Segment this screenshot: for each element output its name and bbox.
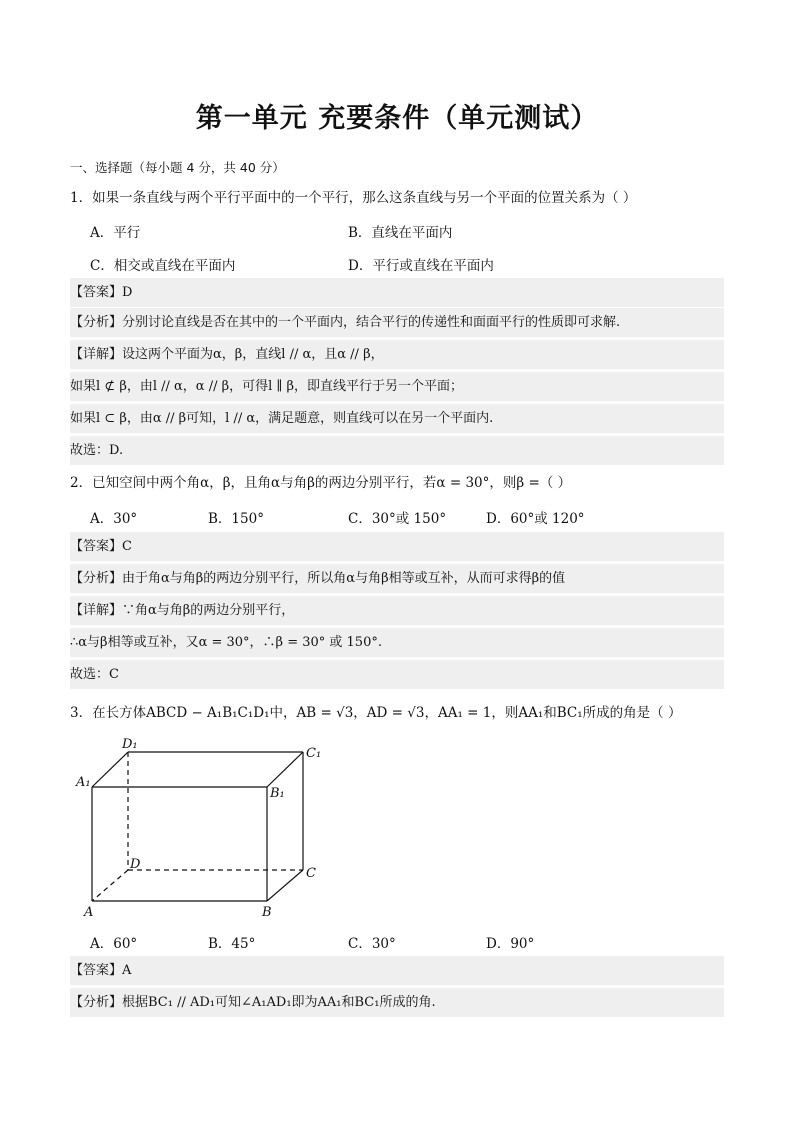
q3-analysis-row xyxy=(70,988,724,1018)
label-d1: D₁ xyxy=(122,737,138,752)
answer-tag: 【答案】 xyxy=(70,963,123,978)
q1-detail-3: 如果l ⊂ β，由α // β可知，l // α，满足题意，则直线可以在另一个平面内. xyxy=(70,411,494,426)
q1-detail-row-2 xyxy=(70,372,724,402)
q2-detail-1: ∵角α与角β的两边分别平行， xyxy=(122,603,295,618)
label-a: A xyxy=(84,905,94,920)
q2-analysis-row xyxy=(70,564,724,594)
question-3-stem: 3．在长方体ABCD − A₁B₁C₁D₁中，AB = √3，AD = √3，AA₁ = 1，则AA₁和BC₁所成的角是（ ） xyxy=(70,705,682,721)
q1-analysis: 分别讨论直线是否在其中的一个平面内，结合平行的传递性和面面平行的性质即可求解. xyxy=(122,315,621,330)
q1-analysis-row xyxy=(70,308,724,338)
q3-answer: A xyxy=(122,963,132,978)
q2-choose-row xyxy=(70,660,724,690)
q2-option-d: D．60°或 120° xyxy=(486,511,585,527)
label-a1: A₁ xyxy=(76,775,91,790)
q2-option-a: A．30° xyxy=(90,511,138,527)
q1-answer-row xyxy=(70,278,724,308)
label-b: B xyxy=(262,905,272,920)
q2-choose: 故选：C xyxy=(70,667,119,682)
q3-option-a: A．60° xyxy=(90,936,138,952)
analysis-tag: 【分析】 xyxy=(70,315,123,330)
q1-option-b: B．直线在平面内 xyxy=(348,225,453,241)
edge-a1d1 xyxy=(92,752,128,787)
q2-option-b: B．150° xyxy=(208,511,264,527)
q1-detail-1: 设这两个平面为α，β，直线l // α，且α // β， xyxy=(122,347,384,362)
answer-tag: 【答案】 xyxy=(70,285,123,300)
cuboid-figure xyxy=(70,735,330,925)
q1-choose-row xyxy=(70,436,724,466)
q3-option-d: D．90° xyxy=(486,936,535,952)
q3-answer-row xyxy=(70,956,724,986)
q2-detail-row-1 xyxy=(70,596,724,626)
page-title: 第一单元 充要条件（单元测试） xyxy=(195,103,599,134)
section-heading: 一、选择题（每小题 4 分，共 40 分） xyxy=(70,160,285,175)
q1-detail-2: 如果l ⊄ β，由l // α，α // β，可得l ∥ β，即直线平行于另一个平面； xyxy=(70,379,464,394)
q2-detail-row-2 xyxy=(70,628,724,658)
analysis-tag: 【分析】 xyxy=(70,571,123,586)
q1-detail-row-3 xyxy=(70,404,724,434)
q2-option-c: C．30°或 150° xyxy=(348,511,447,527)
label-b1: B₁ xyxy=(270,786,285,801)
q1-option-c: C．相交或直线在平面内 xyxy=(90,258,236,274)
detail-tag: 【详解】 xyxy=(70,347,123,362)
q1-option-d: D．平行或直线在平面内 xyxy=(348,258,494,274)
question-2-stem: 2．已知空间中两个角α，β，且角α与角β的两边分别平行，若α = 30°，则β =（ ） xyxy=(70,475,572,491)
q3-analysis: 根据BC₁ // AD₁可知∠A₁AD₁即为AA₁和BC₁所成的角. xyxy=(122,995,436,1010)
q1-answer: D xyxy=(122,285,133,300)
label-c1: C₁ xyxy=(306,746,322,761)
answer-tag: 【答案】 xyxy=(70,539,123,554)
label-c: C xyxy=(306,866,316,881)
q3-option-c: C．30° xyxy=(348,936,396,952)
edge-cb xyxy=(267,870,303,901)
label-d: D xyxy=(130,857,141,872)
q2-detail-2: ∴α与β相等或互补，又α = 30°，∴β = 30° 或 150°. xyxy=(70,635,382,650)
edge-da xyxy=(92,870,128,901)
q2-answer-row xyxy=(70,532,724,562)
detail-tag: 【详解】 xyxy=(70,603,123,618)
q1-detail-row-1 xyxy=(70,340,724,370)
q2-answer: C xyxy=(122,539,132,554)
edge-c1b1 xyxy=(267,752,303,787)
q2-analysis: 由于角α与角β的两边分别平行，所以角α与角β相等或互补，从而可求得β的值 xyxy=(122,571,566,586)
q1-choose: 故选：D. xyxy=(70,443,124,458)
analysis-tag: 【分析】 xyxy=(70,995,123,1010)
q1-option-a: A．平行 xyxy=(90,225,141,241)
question-1-stem: 1．如果一条直线与两个平行平面中的一个平行，那么这条直线与另一个平面的位置关系为（ ） xyxy=(70,190,637,206)
q3-option-b: B．45° xyxy=(208,936,256,952)
